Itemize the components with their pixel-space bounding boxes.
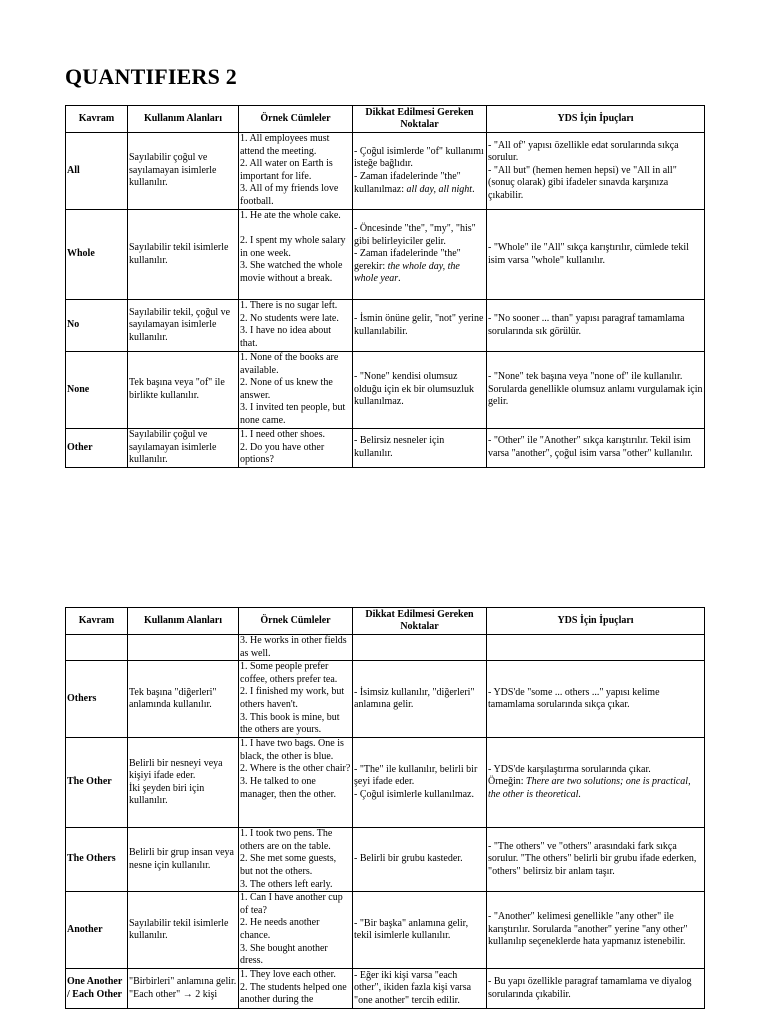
- kullanim-cell: Sayılabilir çoğul ve sayılamayan isimlerle kullanılır.: [128, 133, 239, 210]
- dikkat-cell: - "None" kendisi olumsuz olduğu için ek bir olumsuzluk kullanılmaz.: [353, 352, 487, 429]
- kullanim-cell: "Birbirleri" anlamına gelir. "Each other" → 2 kişi: [128, 969, 239, 1009]
- yds-cell: - "Other" ile "Another" sıkça karıştırılır. Tekil isim varsa "another", çoğul isim varsa "other" kullanılır.: [487, 429, 705, 468]
- kavram-cell: The Others: [66, 828, 128, 892]
- kavram-cell: Others: [66, 661, 128, 738]
- table-header-row: [66, 608, 705, 635]
- header-dikkat: Dikkat Edilmesi Gereken Noktalar: [353, 106, 487, 133]
- yds-cell: - "Whole" ile "All" sıkça karıştırılır, cümlede tekil isim varsa "whole" kullanılır.: [487, 210, 705, 300]
- table-row-others: [66, 661, 705, 738]
- yds-cell: [487, 635, 705, 661]
- header-ornek: Örnek Cümleler: [239, 106, 353, 133]
- page-title: QUANTIFIERS 2: [65, 64, 237, 89]
- ornek-cell: 1. Some people prefer coffee, others prefer tea. 2. I finished my work, but others haven't. 3. This book is mine, but the others are yours.: [239, 661, 353, 738]
- ornek-cell: 1. I need other shoes. 2. Do you have other options?: [239, 429, 353, 468]
- quantifiers-table-2: [65, 607, 705, 1009]
- ornek-cell: 1. I took two pens. The others are on the table. 2. She met some guests, but not the others. 3. The others left early.: [239, 828, 353, 892]
- ornek-cell: 1. None of the books are available. 2. None of us knew the answer. 3. I invited ten people, but none came.: [239, 352, 353, 429]
- kavram-cell: All: [66, 133, 128, 210]
- yds-cell: - "The others" ve "others" arasındaki fark sıkça sorulur. "The others" belirli bir grubu ifade ederken, "others" belirsiz bir anlam taşır.: [487, 828, 705, 892]
- ornek-cell: 1. They love each other. 2. The students helped one another during the: [239, 969, 353, 1009]
- header-kullanim: Kullanım Alanları: [128, 608, 239, 635]
- kullanim-cell: Sayılabilir tekil isimlerle kullanılır.: [128, 892, 239, 969]
- kavram-cell: No: [66, 300, 128, 352]
- dikkat-cell: - "Bir başka" anlamına gelir, tekil isimlerle kullanılır.: [353, 892, 487, 969]
- header-dikkat: Dikkat Edilmesi Gereken Noktalar: [353, 608, 487, 635]
- quantifiers-table-1: [65, 105, 705, 468]
- dikkat-cell: - Belirli bir grubu kasteder.: [353, 828, 487, 892]
- ornek-cell: 3. He works in other fields as well.: [239, 635, 353, 661]
- kullanim-cell: Tek başına veya "of" ile birlikte kullanılır.: [128, 352, 239, 429]
- kullanim-cell: Belirli bir grup insan veya nesne için kullanılır.: [128, 828, 239, 892]
- dikkat-cell: - Belirsiz nesneler için kullanılır.: [353, 429, 487, 468]
- table-row-none: [66, 352, 705, 429]
- yds-cell: - YDS'de "some ... others ..." yapısı kelime tamamlama sorularında sıkça çıkar.: [487, 661, 705, 738]
- ornek-cell: 1. He ate the whole cake. 2. I spent my whole salary in one week. 3. She watched the whole movie without a break.: [239, 210, 353, 300]
- header-ornek: Örnek Cümleler: [239, 608, 353, 635]
- kullanim-cell: [128, 635, 239, 661]
- table-header-row: [66, 106, 705, 133]
- table-row-the-others: [66, 828, 705, 892]
- kavram-cell: Another: [66, 892, 128, 969]
- dikkat-cell: - İsmin önüne gelir, "not" yerine kullanılabilir.: [353, 300, 487, 352]
- ornek-cell: 1. Can I have another cup of tea? 2. He needs another chance. 3. She bought another dress.: [239, 892, 353, 969]
- dikkat-cell: - Çoğul isimlerde "of" kullanımı isteğe bağlıdır. - Zaman ifadelerinde "the" kullanılmaz: all day, all night.: [353, 133, 487, 210]
- table-row-all: [66, 133, 705, 210]
- yds-cell: - YDS'de karşılaştırma sorularında çıkar. Örneğin: There are two solutions; one is practical, the other is theoretical.: [487, 738, 705, 828]
- table-row-other: [66, 429, 705, 468]
- header-yds: YDS İçin İpuçları: [487, 608, 705, 635]
- table-row-other-continued: [66, 635, 705, 661]
- header-kavram: Kavram: [66, 106, 128, 133]
- kavram-cell: One Another / Each Other: [66, 969, 128, 1009]
- dikkat-cell: - İsimsiz kullanılır, "diğerleri" anlamına gelir.: [353, 661, 487, 738]
- kavram-cell: [66, 635, 128, 661]
- table-row-one-another: [66, 969, 705, 1009]
- header-kullanim: Kullanım Alanları: [128, 106, 239, 133]
- table-row-no: [66, 300, 705, 352]
- kullanim-cell: Tek başına "diğerleri" anlamında kullanılır.: [128, 661, 239, 738]
- yds-cell: - "None" tek başına veya "none of" ile kullanılır. Sorularda genellikle olumsuz anlamı vurgulamak için gelir.: [487, 352, 705, 429]
- dikkat-cell: - Öncesinde "the", "my", "his" gibi belirleyiciler gelir. - Zaman ifadelerinde "the" gerekir: the whole day, the whole year.: [353, 210, 487, 300]
- kullanim-cell: Sayılabilir çoğul ve sayılamayan isimlerle kullanılır.: [128, 429, 239, 468]
- yds-cell: - Bu yapı özellikle paragraf tamamlama ve diyalog sorularında çıkabilir.: [487, 969, 705, 1009]
- ornek-cell: 1. There is no sugar left. 2. No students were late. 3. I have no idea about that.: [239, 300, 353, 352]
- dikkat-cell: [353, 635, 487, 661]
- kavram-cell: None: [66, 352, 128, 429]
- ornek-cell: 1. I have two bags. One is black, the other is blue. 2. Where is the other chair? 3. He talked to one manager, then the other.: [239, 738, 353, 828]
- kavram-cell: The Other: [66, 738, 128, 828]
- table-row-the-other: [66, 738, 705, 828]
- kullanim-cell: Belirli bir nesneyi veya kişiyi ifade eder. İki şeyden biri için kullanılır.: [128, 738, 239, 828]
- header-kavram: Kavram: [66, 608, 128, 635]
- table-row-another: [66, 892, 705, 969]
- yds-cell: - "Another" kelimesi genellikle "any other" ile karıştırılır. Sorularda "another" yerine "any other" kullanılıp seçeneklerde hata yapmanız istenebilir.: [487, 892, 705, 969]
- header-yds: YDS İçin İpuçları: [487, 106, 705, 133]
- yds-cell: - "All of" yapısı özellikle edat sorularında sıkça sorulur. - "All but" (hemen hemen hepsi) ve "All in all" (sonuç olarak) gibi ifadeler sınavda karşınıza çıkabilir.: [487, 133, 705, 210]
- dikkat-cell: - "The" ile kullanılır, belirli bir şeyi ifade eder. - Çoğul isimlerle kullanılmaz.: [353, 738, 487, 828]
- kavram-cell: Whole: [66, 210, 128, 300]
- dikkat-cell: - Eğer iki kişi varsa "each other", ikiden fazla kişi varsa "one another" tercih edilir.: [353, 969, 487, 1009]
- ornek-cell: 1. All employees must attend the meeting. 2. All water on Earth is important for life. 3. All of my friends love football.: [239, 133, 353, 210]
- table-row-whole: [66, 210, 705, 300]
- yds-cell: - "No sooner ... than" yapısı paragraf tamamlama sorularında sık görülür.: [487, 300, 705, 352]
- kullanim-cell: Sayılabilir tekil isimlerle kullanılır.: [128, 210, 239, 300]
- kullanim-cell: Sayılabilir tekil, çoğul ve sayılamayan isimlerle kullanılır.: [128, 300, 239, 352]
- kavram-cell: Other: [66, 429, 128, 468]
